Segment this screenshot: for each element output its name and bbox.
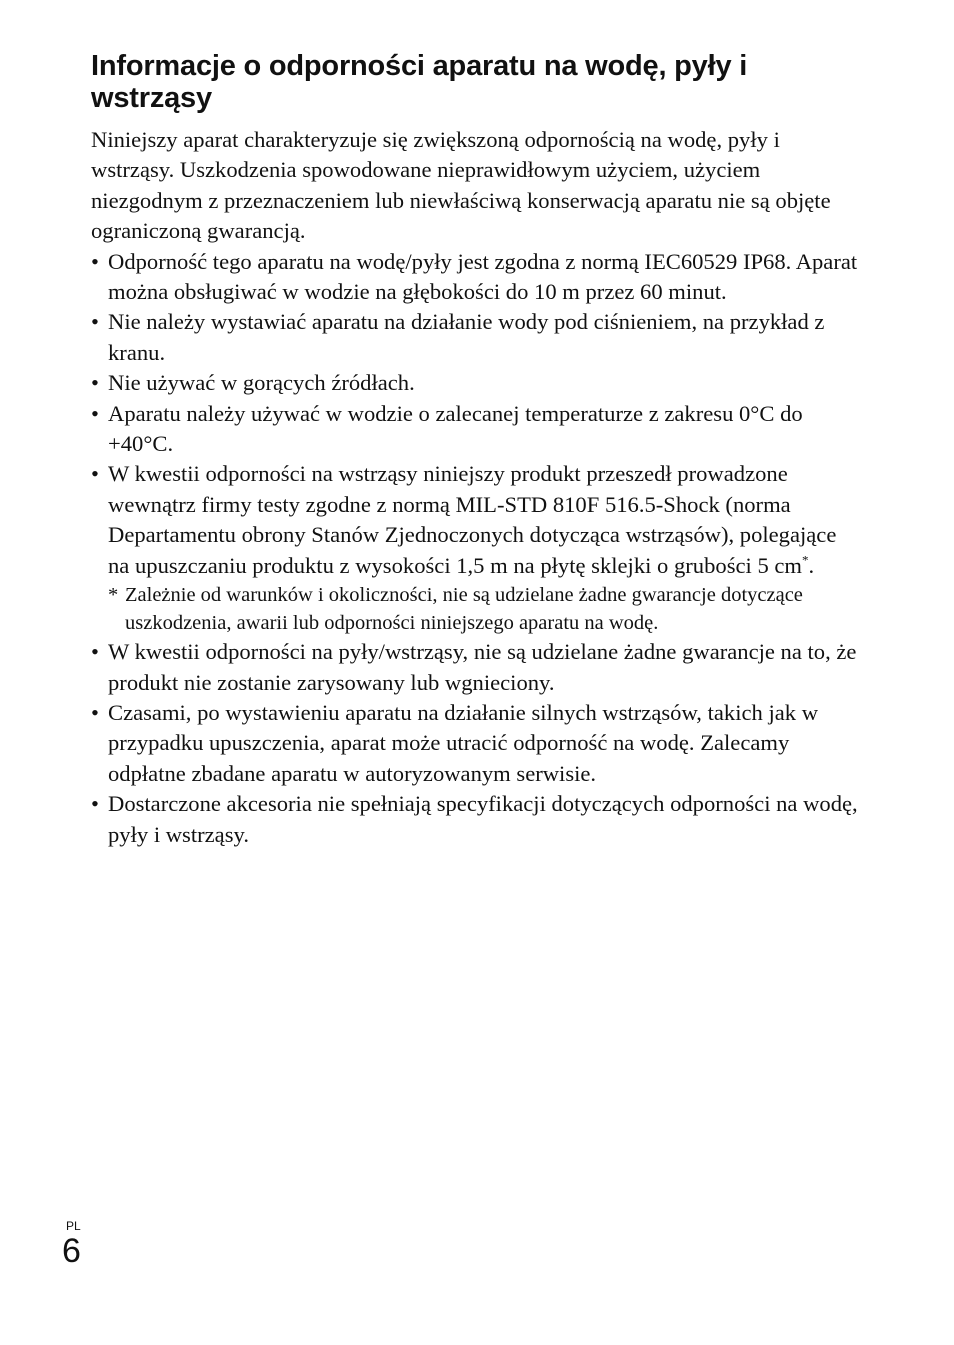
- bullet-icon: •: [91, 639, 99, 665]
- bullet-icon: •: [91, 400, 99, 426]
- bullet-icon: •: [91, 309, 99, 335]
- bullet-item: [91, 789, 861, 850]
- bullet-item: [91, 247, 861, 308]
- bullet-item: [91, 637, 861, 698]
- intro-paragraph: Niniejszy aparat charakteryzuje się zwiększoną odpornością na wodę, pyły i wstrząsy. Uszkodzenia spowodowane nieprawidłowym użyciem, użyciem niezgodnym z przeznaczeniem lub niewłaściwą konserwacją aparatu nie są objęte ograniczoną gwarancją.: [91, 127, 831, 244]
- bullet-icon: •: [91, 791, 99, 817]
- bullet-list: [91, 247, 861, 850]
- footnote: [108, 581, 861, 637]
- bullet-icon: •: [91, 248, 99, 274]
- bullet-item: [91, 459, 861, 637]
- section-heading: Informacje o odporności aparatu na wodę, pyły i wstrząsy: [91, 50, 748, 114]
- document-body: [91, 125, 861, 850]
- bullet-text: W kwestii odporności na wstrząsy niniejszy produkt przeszedł prowadzone wewnątrz firmy testy zgodne z normą MIL-STD 810F 516.5-Shock (norma Departamentu obrony Stanów Zjednoczonych dotycząca wstrząsów), polegające na upuszczaniu produktu z wysokości 1,5 m na płytę sklejki o grubości 5 cm: [108, 461, 837, 578]
- bullet-text: Aparatu należy używać w wodzie o zalecanej temperaturze z zakresu 0°C do +40°C.: [108, 400, 803, 457]
- page-language-label: PL: [66, 1219, 81, 1233]
- bullet-text: Dostarczone akcesoria nie spełniają specyfikacji dotyczących odporności na wodę, pyły i wstrząsy.: [108, 791, 858, 847]
- bullet-text: Odporność tego aparatu na wodę/pyły jest zgodna z normą IEC60529 IP68. Aparat można obsługiwać w wodzie na głębokości do 10 m przez 60 minut.: [108, 248, 858, 305]
- footnote-text: Zależnie od warunków i okoliczności, nie są udzielane żadne gwarancje dotyczące uszkodzenia, awarii lub odporności niniejszego aparatu na wodę.: [125, 584, 803, 635]
- bullet-icon: •: [91, 699, 99, 725]
- bullet-icon: •: [91, 370, 99, 396]
- bullet-item: [91, 307, 861, 368]
- bullet-text: Czasami, po wystawieniu aparatu na działanie silnych wstrząsów, takich jak w przypadku upuszczenia, aparat może utracić odporność na wodę. Zalecamy odpłatne zbadane aparatu w autoryzowanym serwisie.: [108, 699, 819, 786]
- bullet-item: [91, 399, 861, 460]
- bullet-text: Nie używać w gorących źródłach.: [108, 370, 415, 396]
- footnote-reference: *: [802, 552, 809, 568]
- bullet-icon: •: [91, 461, 99, 487]
- bullet-text-suffix: .: [808, 552, 815, 578]
- bullet-item: [91, 698, 861, 789]
- footnote-marker: *: [108, 584, 119, 607]
- bullet-text: Nie należy wystawiać aparatu na działanie wody pod ciśnieniem, na przykład z kranu.: [108, 309, 825, 365]
- page-number: 6: [62, 1232, 81, 1270]
- bullet-item: [91, 368, 861, 398]
- bullet-text: W kwestii odporności na pyły/wstrząsy, nie są udzielane żadne gwarancje na to, że produkt nie zostanie zarysowany lub wgnieciony.: [108, 639, 857, 695]
